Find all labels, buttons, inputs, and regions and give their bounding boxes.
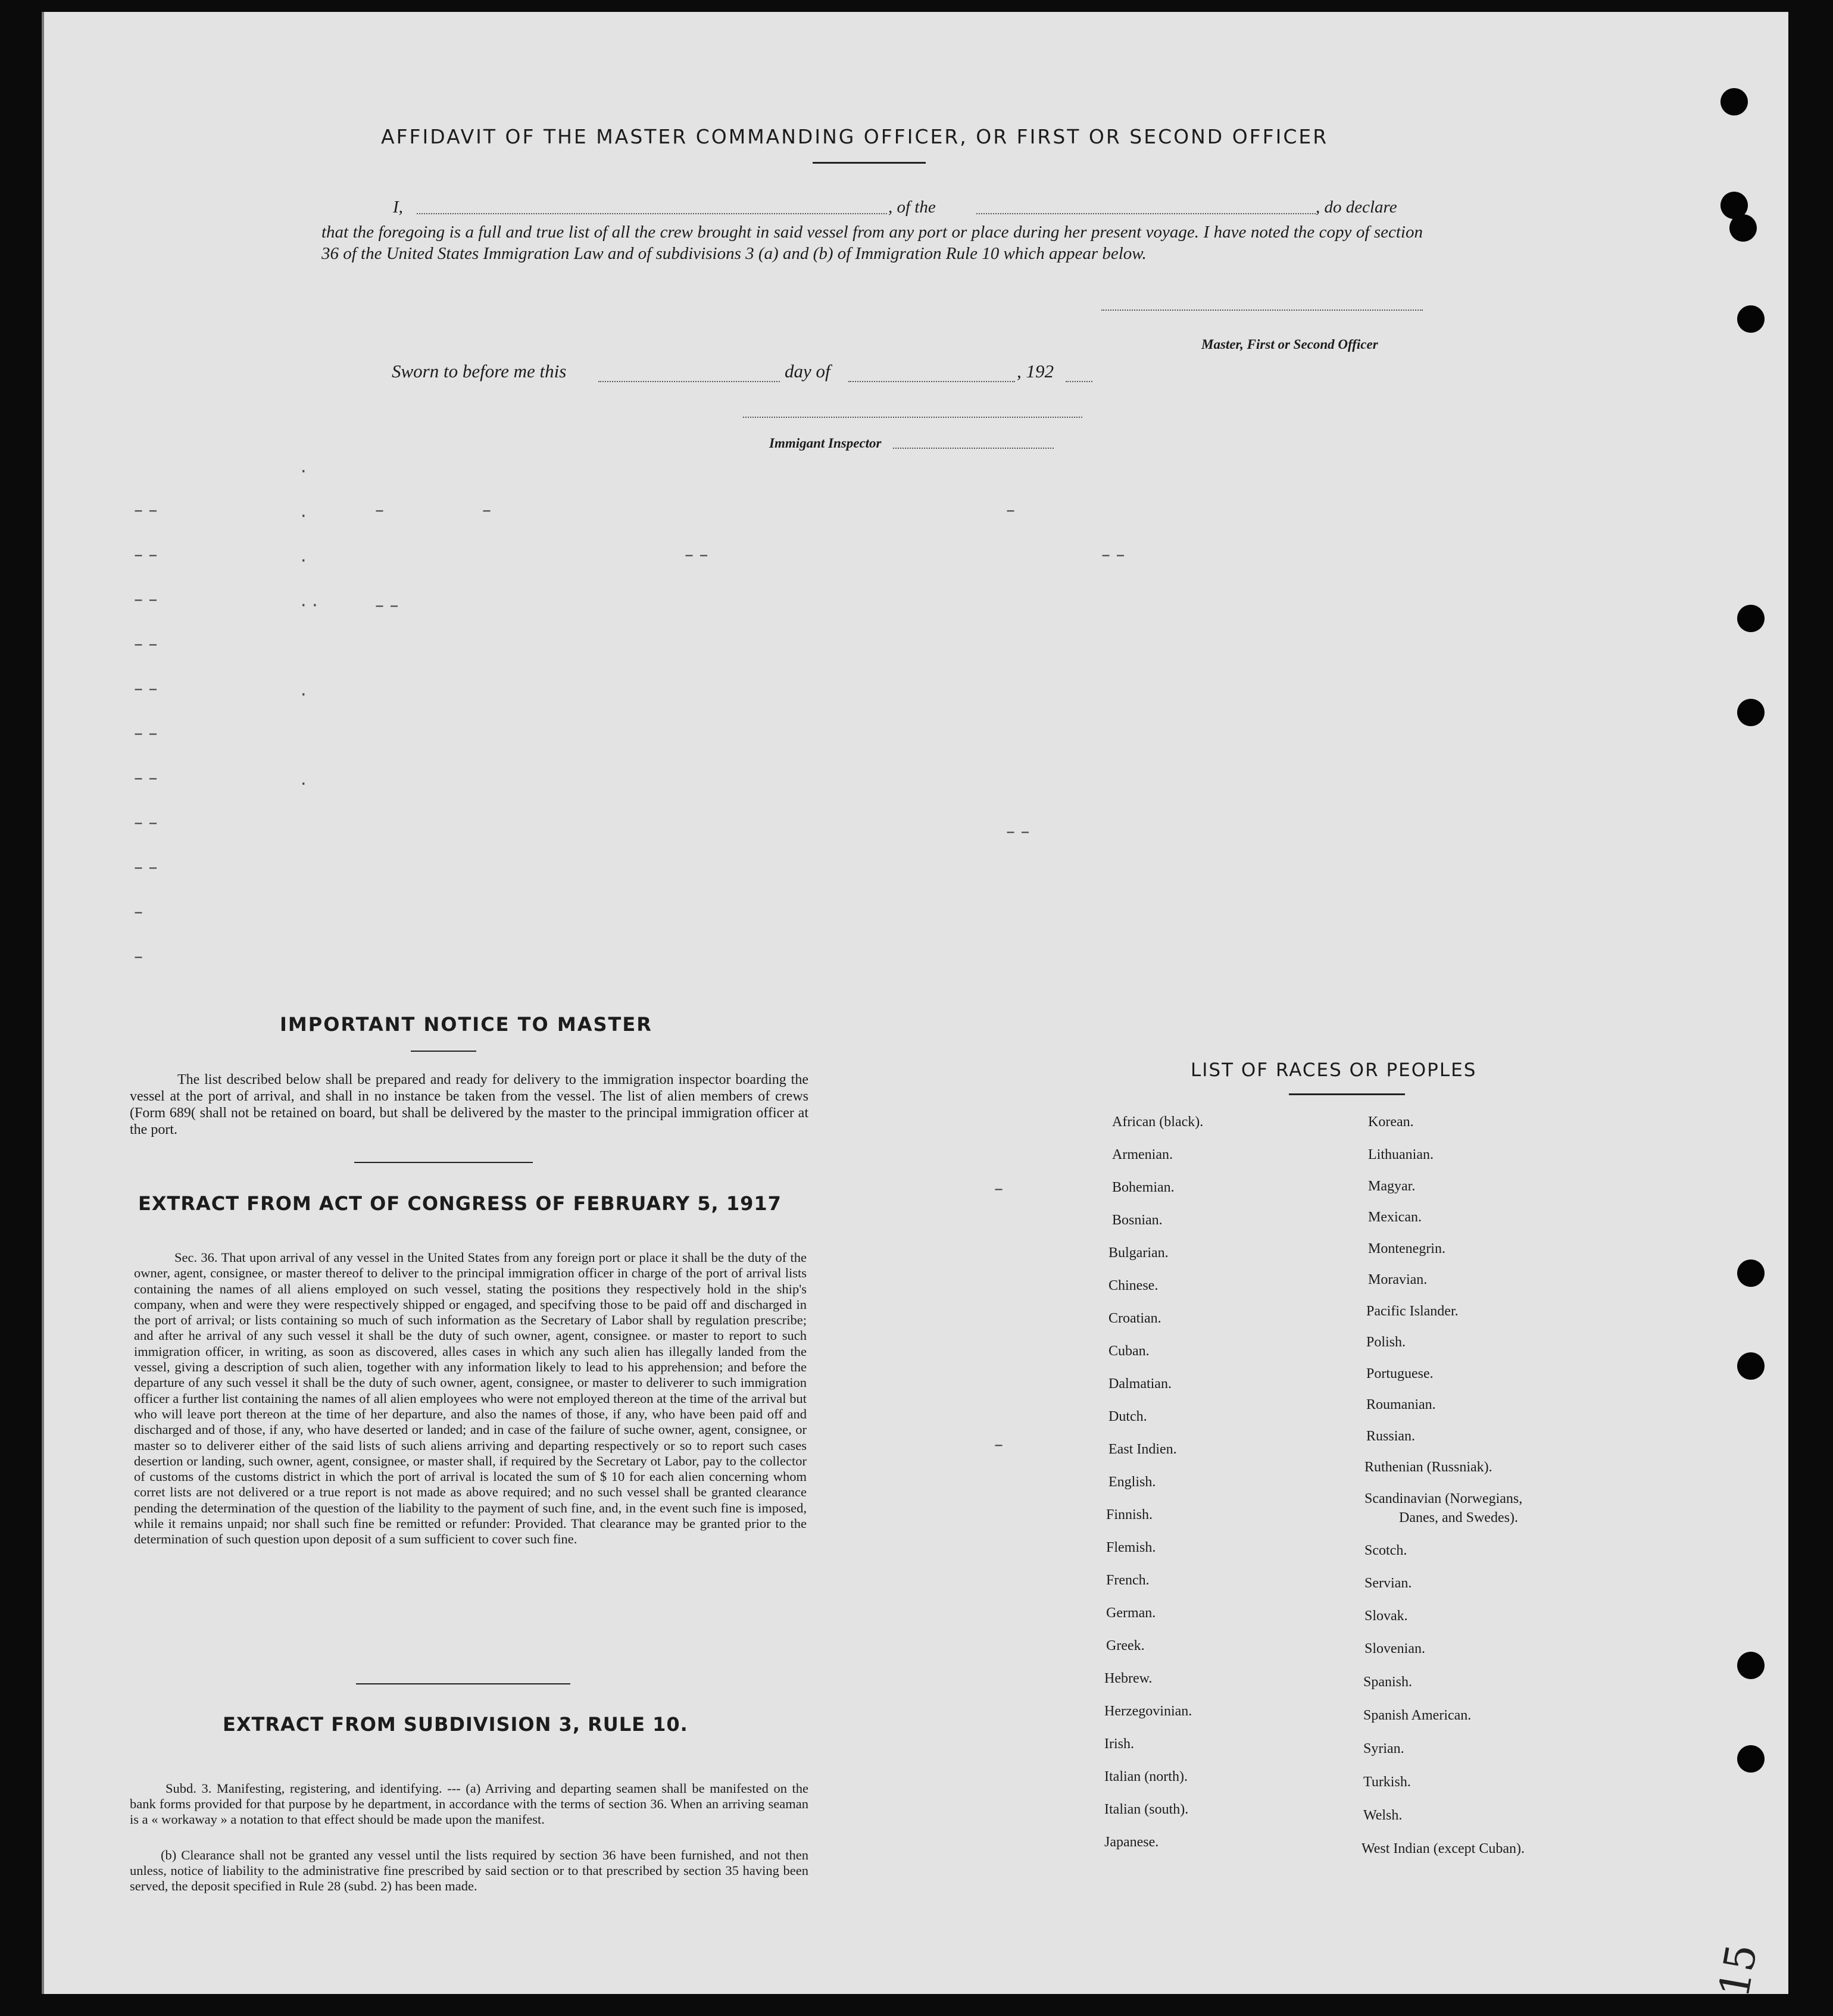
stray-dash: – –: [134, 857, 158, 878]
rule-text-b: (b) Clearance shall not be granted any vessel until the lists required by section 36 have been furnished, and not then unless, notice of liability to the administrative fine prescribed by said section or to that prescribed by section 35 having been served, the deposit specified in Rule 28 (subd. 2) has been made.: [130, 1848, 808, 1893]
stray-dash: – –: [134, 589, 158, 610]
punch-hole: [1737, 305, 1765, 333]
race-item: English.: [1108, 1474, 1156, 1490]
act-rule: [356, 1683, 570, 1684]
punch-hole: [1737, 605, 1765, 632]
race-item: Irish.: [1104, 1736, 1134, 1752]
race-item: Portuguese.: [1366, 1366, 1434, 1381]
stray-dash: ·: [301, 506, 307, 527]
document-page: [42, 12, 1788, 1994]
race-item: Slovenian.: [1364, 1641, 1425, 1656]
stray-dash: ·: [301, 774, 307, 795]
sworn-year-line[interactable]: [1066, 381, 1092, 382]
race-item: West Indian (except Cuban).: [1362, 1841, 1525, 1856]
race-item: Finnish.: [1106, 1507, 1153, 1523]
punch-hole: [1737, 1745, 1765, 1773]
title-underline: [813, 162, 926, 164]
race-item: Ruthenian (Russniak).: [1364, 1459, 1492, 1475]
race-item: Bulgarian.: [1108, 1245, 1169, 1261]
race-item: Moravian.: [1368, 1272, 1428, 1287]
stray-dash: ·: [301, 551, 307, 571]
stray-dash: · ·: [301, 595, 318, 616]
races-underline: [1289, 1093, 1405, 1095]
race-item: Lithuanian.: [1368, 1147, 1434, 1162]
stray-dash: –: [375, 500, 384, 521]
stray-dash: – –: [1006, 821, 1030, 842]
race-item: French.: [1106, 1573, 1150, 1588]
sworn-prefix: Sworn to before me this: [392, 361, 567, 382]
notice-underline: [411, 1051, 476, 1052]
affidavit-do-declare: , do declare: [1316, 198, 1397, 217]
vessel-field-line[interactable]: [976, 213, 1316, 214]
race-item: Armenian.: [1112, 1147, 1173, 1162]
stray-dash: – –: [134, 634, 158, 655]
name-field-line[interactable]: [417, 213, 887, 214]
affidavit-declaration-text: that the foregoing is a full and true list of all the crew brought in said vessel from any port or place during her present voyage. I have noted the copy of section 36 of the United States Immigration Law and of subdivisions 3 (a) and (b) of Immigration Rule 10 which appear below.: [321, 223, 1423, 263]
notice-rule: [354, 1162, 533, 1163]
sworn-day-line[interactable]: [598, 381, 780, 382]
race-item: Polish.: [1366, 1334, 1406, 1350]
race-item: East Indien.: [1108, 1442, 1177, 1457]
race-item: Russian.: [1366, 1429, 1416, 1444]
rule-title: EXTRACT FROM SUBDIVISION 3, RULE 10.: [223, 1713, 688, 1736]
race-item: Greek.: [1106, 1638, 1145, 1654]
stray-dash: – –: [134, 679, 158, 699]
punch-hole: [1720, 88, 1748, 115]
sworn-year: , 192: [1017, 361, 1054, 382]
sworn-day-of: day of: [785, 361, 830, 382]
inspector-signature-line[interactable]: [743, 417, 1082, 418]
stray-dash: –: [994, 1434, 1003, 1455]
race-item: Slovak.: [1364, 1608, 1408, 1624]
race-item: Spanish.: [1363, 1674, 1413, 1690]
race-item: Danes, and Swedes).: [1399, 1510, 1518, 1526]
notice-text: The list described below shall be prepared and ready for delivery to the immigration inspector boarding the vessel at the port of arrival, and shall in no instance be taken from the vessel. The list of alien members of crews (Form 689( shall not be retained on board, but shall be delivered by the master to the principal immigration officer at the port.: [130, 1072, 808, 1137]
race-item: Italian (south).: [1104, 1802, 1189, 1817]
rule-text-a: Subd. 3. Manifesting, registering, and identifying. --- (a) Arriving and departing seamen shall be manifested on the bank forms provided for that purpose by he department, in accordance with the terms of section 36. When an arriving seaman is a « workaway » a notation to that effect should be made upon the manifest.: [130, 1781, 808, 1827]
affidavit-of-the: , of the: [888, 198, 936, 217]
stray-dash: –: [482, 500, 491, 521]
stray-dash: – –: [1101, 545, 1125, 565]
act-title: EXTRACT FROM ACT OF CONGRESS OF FEBRUARY 5, 1917: [138, 1192, 782, 1215]
race-item: Montenegrin.: [1368, 1241, 1445, 1257]
affidavit-i-label: I,: [393, 198, 403, 217]
punch-hole: [1737, 1352, 1765, 1380]
stray-dash: – –: [375, 595, 399, 616]
race-item: German.: [1106, 1605, 1156, 1621]
race-item: Cuban.: [1108, 1343, 1150, 1359]
race-item: African (black).: [1112, 1114, 1204, 1130]
stray-dash: ·: [301, 461, 307, 482]
race-item: Croatian.: [1108, 1311, 1161, 1326]
stray-dash: – –: [134, 723, 158, 744]
race-item: Syrian.: [1363, 1741, 1404, 1756]
stray-dash: –: [134, 902, 143, 923]
race-item: Dutch.: [1108, 1409, 1147, 1424]
stray-dash: – –: [134, 545, 158, 565]
race-item: Pacific Islander.: [1366, 1304, 1459, 1319]
race-item: Dalmatian.: [1108, 1376, 1172, 1392]
race-item: Herzegovinian.: [1104, 1704, 1192, 1719]
race-item: Scotch.: [1364, 1543, 1407, 1558]
race-item: Turkish.: [1363, 1774, 1411, 1790]
race-item: Scandinavian (Norwegians,: [1364, 1491, 1523, 1506]
stray-dash: – –: [134, 768, 158, 789]
master-signature-label: Master, First or Second Officer: [1201, 337, 1378, 352]
race-item: Roumanian.: [1366, 1397, 1436, 1412]
race-item: Welsh.: [1363, 1808, 1403, 1823]
race-item: Spanish American.: [1363, 1708, 1472, 1723]
race-item: Magyar.: [1368, 1179, 1416, 1194]
stray-dash: – –: [134, 812, 158, 833]
race-item: Hebrew.: [1104, 1671, 1153, 1686]
stray-dash: –: [994, 1179, 1003, 1199]
race-item: Korean.: [1368, 1114, 1414, 1130]
stray-dash: – –: [134, 500, 158, 521]
race-item: Mexican.: [1368, 1209, 1422, 1225]
race-item: Bohemian.: [1112, 1180, 1175, 1195]
race-item: Chinese.: [1108, 1278, 1158, 1293]
stray-dash: – –: [685, 545, 708, 565]
affidavit-title: AFFIDAVIT OF THE MASTER COMMANDING OFFICER, OR FIRST OR SECOND OFFICER: [381, 125, 1329, 148]
race-item: Italian (north).: [1104, 1769, 1188, 1784]
punch-hole: [1737, 1652, 1765, 1679]
inspector-label: Immigant Inspector: [769, 436, 882, 451]
race-item: Servian.: [1364, 1576, 1412, 1591]
race-item: Bosnian.: [1112, 1212, 1163, 1228]
sworn-month-line[interactable]: [848, 381, 1015, 382]
races-title: LIST OF RACES OR PEOPLES: [1191, 1059, 1477, 1081]
inspector-trailing-line[interactable]: [893, 448, 1054, 449]
race-item: Flemish.: [1106, 1540, 1156, 1555]
handwritten-mark: 15: [1709, 1940, 1767, 2001]
punch-hole: [1737, 699, 1765, 726]
punch-hole: [1737, 1259, 1765, 1287]
stray-dash: –: [1006, 500, 1015, 521]
act-text: Sec. 36. That upon arrival of any vessel in the United States from any foreign port or place it shall be the duty of the owner, agent, consignee, or master thereof to deliver to the principal immigration officer in charge of the port of arrival lists containing the names of all aliens employed on such vessel, stating the positions they respectively hold in the ship's company, when and were they were respectively shipped or engaged, and specifving those to be paid off and discharged in the port of arrival; or lists containing so much of such information as the Secretary of Labor shall by regulation prescribe; and after he arrival of any such vessel it shall be the duty of such owner, agent, consignee. or master to report to such immigration officer, in writing, as soon as discovered, alles cases in which any such alien has illegally landed from the vessel, giving a description of such alien, together with any information likely to lead to his apprehension; and before the departure of any such vessel it shall be the duty of such owner, agent, consignee, or master to deliverer to such immigration officer a further list containing the names of all alien employees who were not employed thereon at the time of the arrival but who will leave port thereon at the time of her departure, and also the names of those, if any, who have been paid off and discharged and of those, if any, who have deserted or landed; and in case of the failure of suche owner, agent, consignee, or master so to deliverer either of the said lists of such aliens arriving and departing respectively or so to report such cases desertion or landing, such owner, agent, consignee, or master shall, if required by the Secretary ot Labor, pay to the collector of customs of the customs district in which the port of arrival is located the sum of $ 10 for each alien concerning whom corret lists are not delivered or a true report is not made as above required; and no such vessel shall be granted clearance pending the determination of the question of the liability to the payment of such fine, and, in the event such fine is imposed, while it remains unpaid; nor shall such fine be remitted or refunder: Provided. That clearance may be granted prior to the determination of such question upon deposit of a sum sufficient to cover such fine.: [134, 1250, 807, 1547]
stray-dash: ·: [301, 684, 307, 705]
notice-title: IMPORTANT NOTICE TO MASTER: [280, 1013, 652, 1036]
master-signature-line[interactable]: [1101, 310, 1423, 311]
race-item: Japanese.: [1104, 1834, 1159, 1850]
stray-dash: –: [134, 946, 143, 967]
punch-hole: [1729, 214, 1757, 242]
